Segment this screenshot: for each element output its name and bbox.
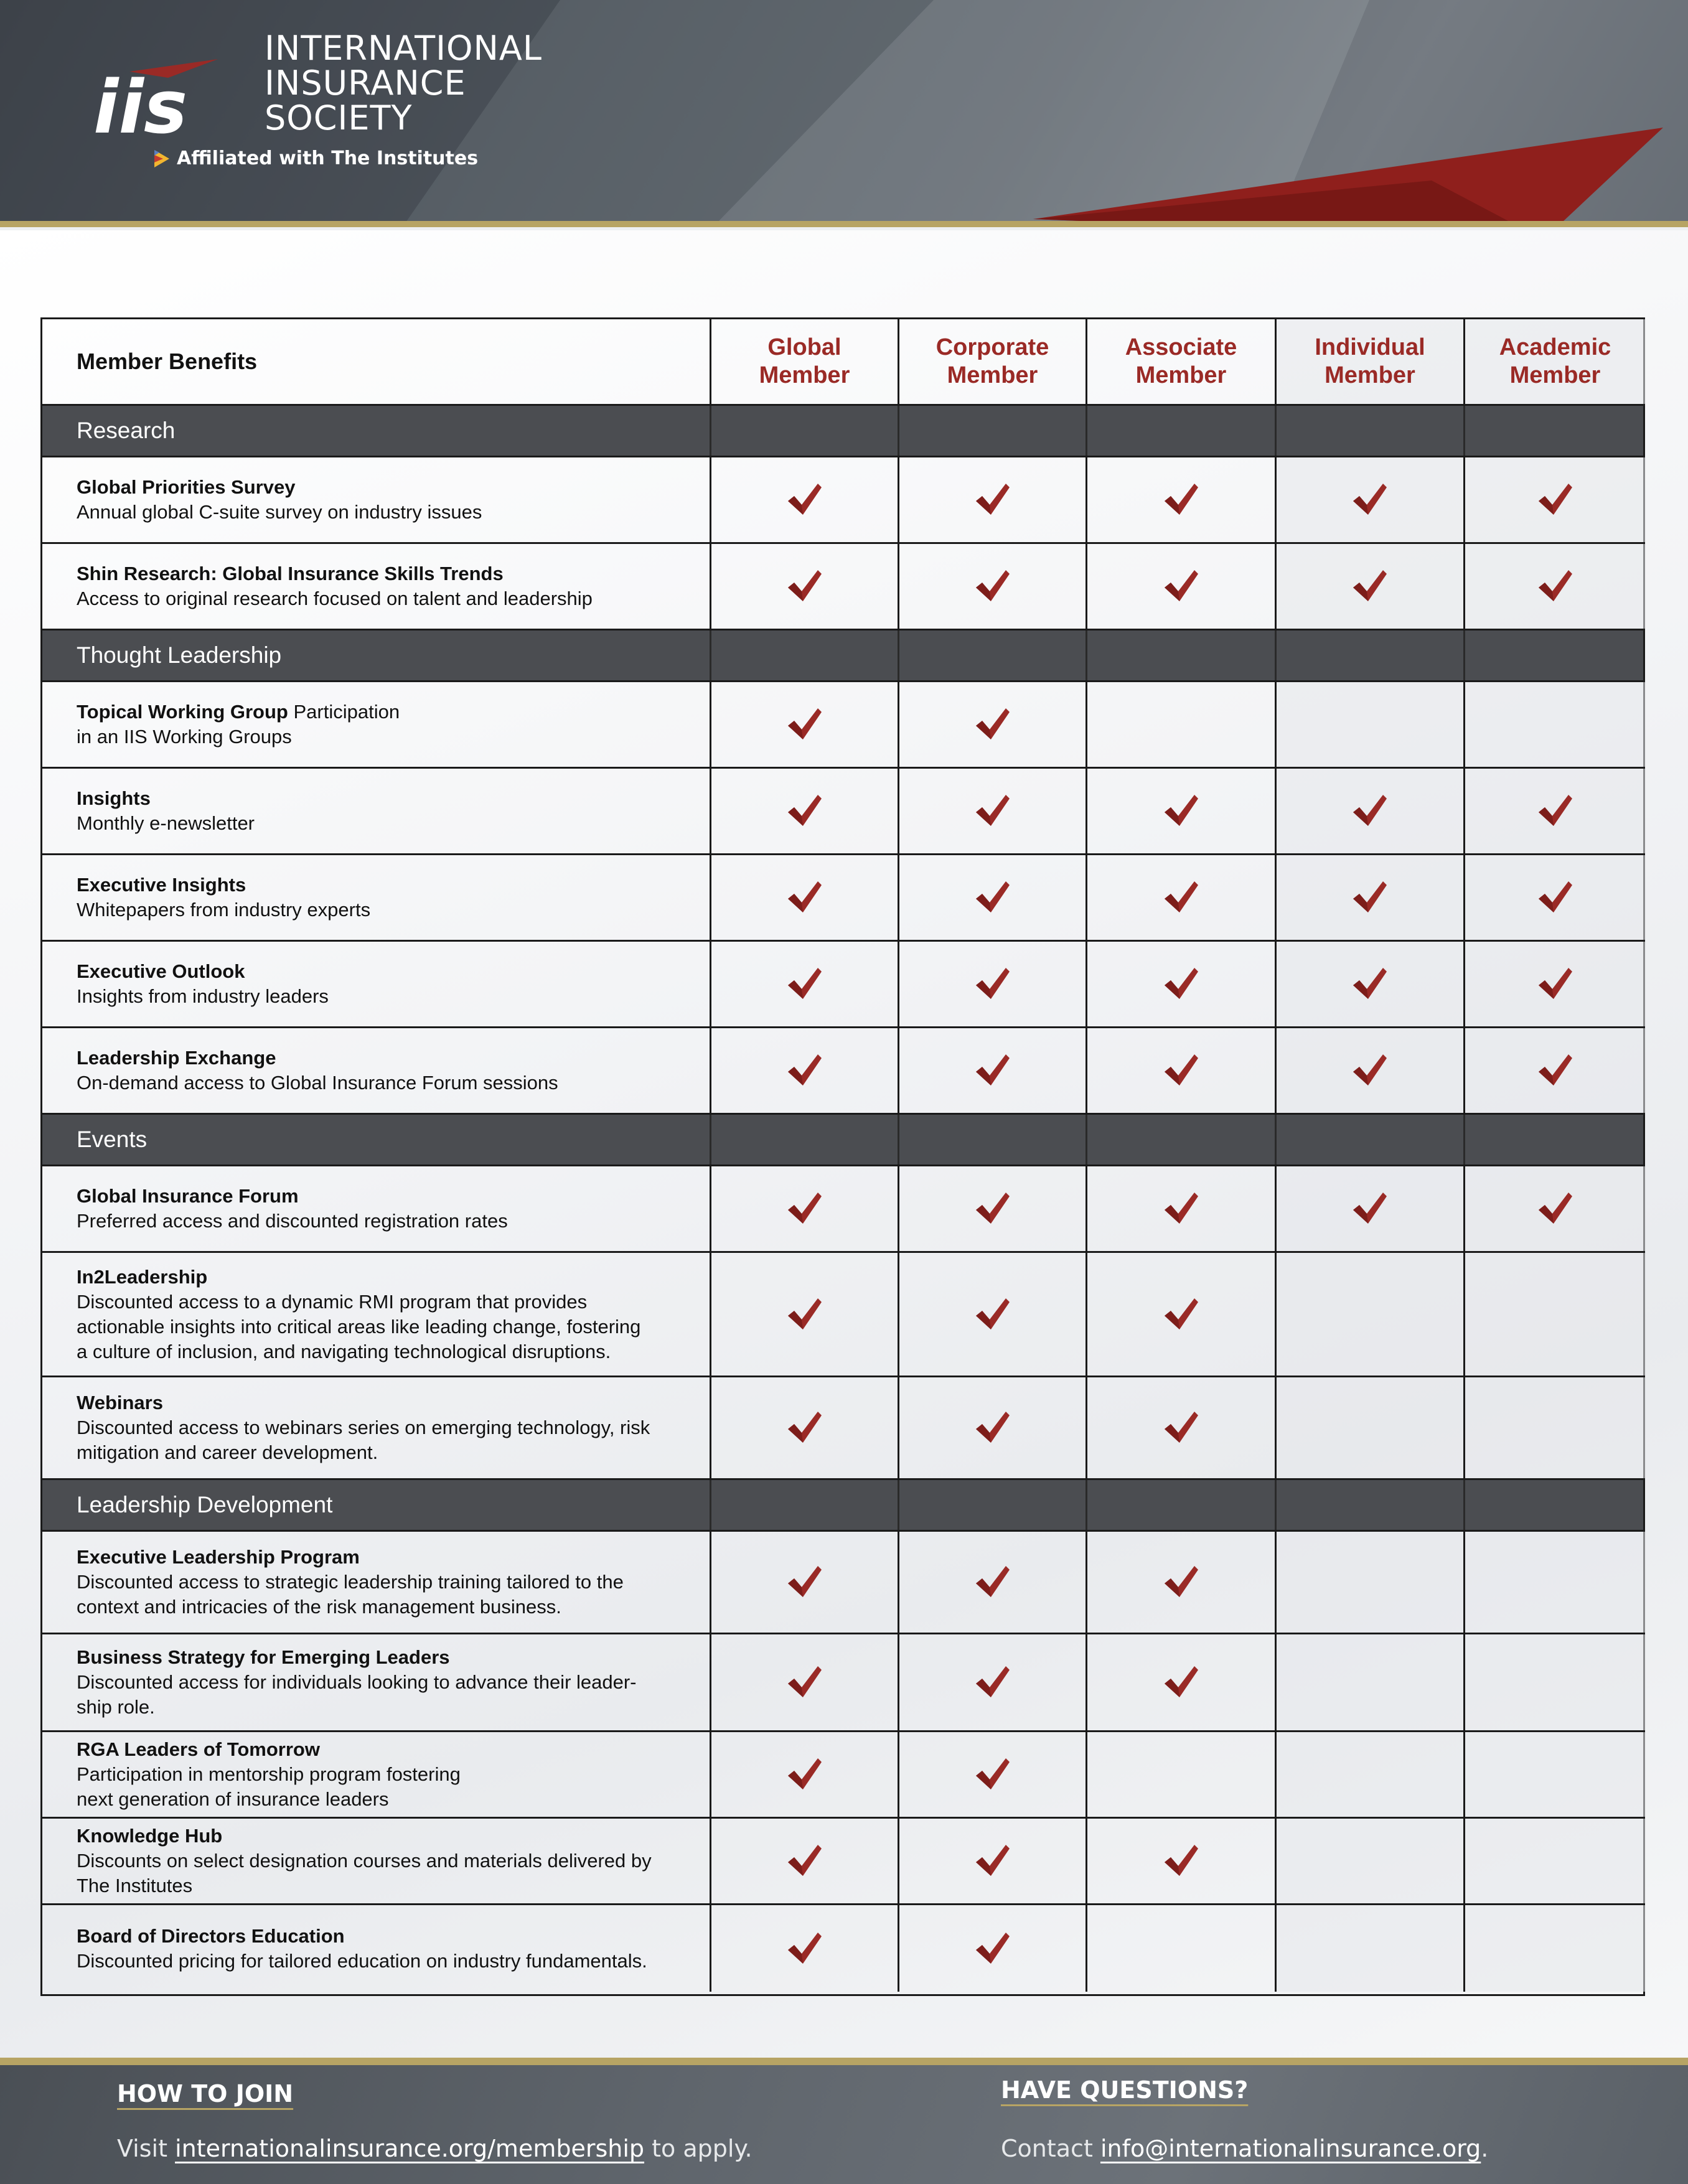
checkmark-icon — [1163, 1665, 1199, 1700]
checkmark-icon — [975, 1191, 1011, 1226]
benefit-title: Insights — [77, 787, 151, 809]
benefit-row — [42, 1532, 1643, 1634]
check-cell — [898, 855, 1085, 940]
checkmark-icon — [1163, 1844, 1199, 1878]
col-corporate-member — [898, 319, 1085, 404]
join-prefix: Visit — [117, 2135, 176, 2162]
checkmark-icon — [787, 1931, 823, 1966]
checkmark-icon — [975, 707, 1011, 742]
benefit-cell — [42, 1253, 710, 1376]
check-cell — [1085, 1905, 1275, 1992]
checkmark-icon — [787, 707, 823, 742]
section-cell — [1275, 630, 1463, 680]
join-suffix: to apply. — [644, 2135, 753, 2162]
benefit-row — [42, 1377, 1643, 1480]
checkmark-icon — [787, 482, 823, 517]
checkmark-icon — [975, 967, 1011, 1001]
section-cell — [1085, 630, 1275, 680]
check-cell — [1085, 1732, 1275, 1817]
check-cell — [710, 769, 898, 853]
checkmark-icon — [787, 1297, 823, 1332]
header-gold-divider — [0, 221, 1688, 227]
page-footer — [0, 2065, 1688, 2184]
section-cell — [1275, 1480, 1463, 1530]
checkmark-icon — [1163, 569, 1199, 604]
check-cell — [1085, 1634, 1275, 1730]
benefit-title: In2Leadership — [77, 1265, 208, 1288]
checkmark-icon — [1352, 482, 1388, 517]
iis-logo-icon — [93, 59, 224, 140]
check-cell — [710, 544, 898, 629]
check-cell — [1275, 1532, 1463, 1633]
checkmark-icon — [787, 967, 823, 1001]
checkmark-icon — [1163, 880, 1199, 915]
benefit-description: Whitepapers from industry experts — [77, 899, 371, 921]
check-cell — [1085, 682, 1275, 767]
check-cell — [710, 1532, 898, 1633]
benefit-description: Preferred access and discounted registration rates — [77, 1210, 508, 1232]
benefit-title: Executive Outlook — [77, 960, 245, 982]
benefit-row — [42, 855, 1643, 942]
benefit-row — [42, 1028, 1643, 1115]
check-cell — [1463, 1819, 1645, 1903]
benefit-cell — [42, 1028, 710, 1113]
benefit-cell — [42, 682, 710, 767]
check-cell — [1085, 855, 1275, 940]
check-cell — [1275, 942, 1463, 1026]
check-cell — [1463, 544, 1645, 629]
benefit-title: Shin Research: Global Insurance Skills Trends — [77, 563, 504, 584]
benefit-description: Discounted access to strategic leadership training tailored to the context and intricacies of the risk management business. — [77, 1571, 624, 1618]
section-cell — [898, 1480, 1085, 1530]
header-red-swoosh — [0, 0, 1688, 224]
check-cell — [898, 1634, 1085, 1730]
footer-gold-divider — [0, 2058, 1688, 2065]
section-cell — [1463, 630, 1645, 680]
benefit-description: Access to original research focused on talent and leadership — [77, 588, 593, 609]
checkmark-icon — [787, 1565, 823, 1600]
checkmark-icon — [1537, 967, 1573, 1001]
check-cell — [1085, 1028, 1275, 1113]
benefit-title: Global Priorities Survey — [77, 476, 296, 498]
benefit-description: Monthly e-newsletter — [77, 812, 255, 834]
checkmark-icon — [1163, 1410, 1199, 1445]
checkmark-icon — [975, 1844, 1011, 1878]
section-cell — [710, 406, 898, 456]
check-cell — [1275, 1253, 1463, 1376]
benefit-description: in an IIS Working Groups — [77, 726, 292, 748]
check-cell — [898, 1732, 1085, 1817]
have-questions-text — [1001, 2135, 1488, 2162]
benefit-description: On-demand access to Global Insurance Forum sessions — [77, 1072, 558, 1094]
section-cell — [1275, 1115, 1463, 1165]
check-cell — [898, 457, 1085, 542]
section-label: Leadership Development — [77, 1492, 333, 1517]
check-cell — [710, 1905, 898, 1992]
check-cell — [710, 1732, 898, 1817]
check-cell — [898, 942, 1085, 1026]
benefit-title: Webinars — [77, 1392, 163, 1413]
check-cell — [1275, 769, 1463, 853]
checkmark-icon — [1352, 880, 1388, 915]
check-cell — [1085, 1377, 1275, 1478]
benefit-cell — [42, 1532, 710, 1633]
col-individual-member-label: Individual Member — [1315, 334, 1425, 388]
benefit-row — [42, 942, 1643, 1028]
checkmark-icon — [975, 794, 1011, 828]
checkmark-icon — [787, 569, 823, 604]
checkmark-icon — [1163, 1297, 1199, 1332]
checkmark-icon — [1537, 482, 1573, 517]
check-cell — [1463, 1532, 1645, 1633]
col-global-member — [710, 319, 898, 404]
checkmark-icon — [1163, 794, 1199, 828]
benefit-row — [42, 1732, 1643, 1819]
section-cell — [710, 1480, 898, 1530]
how-to-join-text — [117, 2135, 753, 2162]
benefit-cell — [42, 1819, 710, 1903]
check-cell — [898, 682, 1085, 767]
benefit-title: Executive Leadership Program — [77, 1546, 360, 1568]
benefit-description: Insights from industry leaders — [77, 985, 329, 1007]
check-cell — [1463, 855, 1645, 940]
check-cell — [1085, 1166, 1275, 1251]
check-cell — [1275, 457, 1463, 542]
benefit-title: Board of Directors Education — [77, 1924, 345, 1947]
benefit-cell — [42, 457, 710, 542]
checkmark-icon — [975, 1053, 1011, 1088]
society-name-line2: INSURANCE — [265, 63, 466, 103]
page-header — [0, 0, 1688, 224]
benefit-cell — [42, 1634, 710, 1730]
benefit-cell — [42, 1377, 710, 1478]
col-associate-member — [1085, 319, 1275, 404]
col-global-member-label: Global Member — [759, 334, 850, 388]
checkmark-icon — [1352, 794, 1388, 828]
benefit-cell — [42, 544, 710, 629]
benefit-row — [42, 1905, 1643, 1992]
affiliation — [154, 148, 478, 169]
checkmark-icon — [1537, 794, 1573, 828]
benefit-description: Participation in mentorship program fostering next generation of insurance leaders — [77, 1763, 461, 1810]
checkmark-icon — [975, 1931, 1011, 1966]
check-cell — [898, 1377, 1085, 1478]
check-cell — [1463, 1634, 1645, 1730]
checkmark-icon — [787, 794, 823, 828]
benefit-title: Knowledge Hub — [77, 1825, 223, 1847]
society-name-line3: SOCIETY — [265, 98, 413, 138]
checkmark-icon — [1537, 880, 1573, 915]
benefit-description: Discounted access to webinars series on emerging technology, risk mitigation and career development. — [77, 1417, 650, 1463]
checkmark-icon — [1163, 1191, 1199, 1226]
check-cell — [1463, 682, 1645, 767]
contact-prefix: Contact — [1001, 2135, 1100, 2162]
check-cell — [1275, 1166, 1463, 1251]
check-cell — [1463, 942, 1645, 1026]
checkmark-icon — [975, 569, 1011, 604]
checkmark-icon — [1352, 569, 1388, 604]
check-cell — [1463, 1028, 1645, 1113]
section-label: Events — [77, 1127, 148, 1152]
checkmark-icon — [787, 1665, 823, 1700]
checkmark-icon — [975, 1757, 1011, 1792]
benefit-title: Leadership Exchange — [77, 1047, 276, 1069]
check-cell — [898, 1253, 1085, 1376]
section-cell — [898, 406, 1085, 456]
check-cell — [1463, 1166, 1645, 1251]
benefit-row — [42, 1166, 1643, 1253]
checkmark-icon — [1537, 1053, 1573, 1088]
section-cell — [710, 1115, 898, 1165]
check-cell — [1085, 1532, 1275, 1633]
benefit-title: Executive Insights — [77, 874, 246, 896]
member-benefits-table — [40, 317, 1645, 1996]
check-cell — [1275, 682, 1463, 767]
check-cell — [898, 1532, 1085, 1633]
how-to-join-title: HOW TO JOIN — [117, 2080, 294, 2107]
check-cell — [1275, 544, 1463, 629]
check-cell — [1085, 457, 1275, 542]
check-cell — [710, 855, 898, 940]
section-label: Thought Leadership — [77, 642, 282, 668]
checkmark-icon — [1352, 967, 1388, 1001]
society-name-line1: INTERNATIONAL — [265, 29, 542, 68]
checkmark-icon — [1537, 1191, 1573, 1226]
check-cell — [1275, 1819, 1463, 1903]
section-row — [42, 1480, 1643, 1532]
contact-email-link[interactable]: info@internationalinsurance.org — [1100, 2135, 1481, 2162]
institutes-icon — [154, 150, 171, 167]
check-cell — [898, 769, 1085, 853]
check-cell — [1085, 1819, 1275, 1903]
benefit-row — [42, 1634, 1643, 1732]
benefit-title: Business Strategy for Emerging Leaders — [77, 1646, 450, 1668]
benefit-cell — [42, 769, 710, 853]
checkmark-icon — [1163, 1565, 1199, 1600]
benefit-description: Annual global C-suite survey on industry issues — [77, 501, 482, 523]
check-cell — [898, 1905, 1085, 1992]
benefit-description: Discounts on select designation courses and materials delivered by The Institutes — [77, 1850, 652, 1896]
checkmark-icon — [787, 1844, 823, 1878]
benefit-cell — [42, 1905, 710, 1992]
checkmark-icon — [787, 880, 823, 915]
check-cell — [1463, 769, 1645, 853]
check-cell — [1275, 855, 1463, 940]
member-benefits-header: Member Benefits — [77, 349, 258, 374]
benefit-description: Discounted access to a dynamic RMI program that provides actionable insights into critical areas like leading change, fostering a culture of inclusion, and navigating technological disruptions. — [77, 1290, 641, 1362]
check-cell — [1085, 769, 1275, 853]
check-cell — [1463, 1377, 1645, 1478]
checkmark-icon — [975, 1565, 1011, 1600]
checkmark-icon — [1163, 1053, 1199, 1088]
section-cell — [1275, 406, 1463, 456]
table-header-row — [42, 319, 1643, 406]
check-cell — [1085, 544, 1275, 629]
benefit-title: Global Insurance Forum — [77, 1185, 299, 1207]
section-cell — [1085, 406, 1275, 456]
checkmark-icon — [1352, 1191, 1388, 1226]
check-cell — [1275, 1377, 1463, 1478]
check-cell — [1463, 1905, 1645, 1992]
col-academic-member — [1463, 319, 1645, 404]
check-cell — [898, 1166, 1085, 1251]
membership-link[interactable]: internationalinsurance.org/membership — [175, 2135, 645, 2162]
society-name — [265, 31, 542, 136]
col-corporate-member-label: Corporate Member — [935, 334, 1049, 388]
checkmark-icon — [1537, 569, 1573, 604]
check-cell — [1463, 1732, 1645, 1817]
check-cell — [710, 1253, 898, 1376]
benefit-cell — [42, 1166, 710, 1251]
col-academic-member-label: Academic Member — [1499, 334, 1611, 388]
check-cell — [710, 1166, 898, 1251]
section-cell — [898, 630, 1085, 680]
check-cell — [898, 1819, 1085, 1903]
checkmark-icon — [787, 1053, 823, 1088]
check-cell — [710, 682, 898, 767]
check-cell — [710, 942, 898, 1026]
section-label: Research — [77, 418, 176, 443]
benefit-cell — [42, 942, 710, 1026]
section-cell — [1463, 1115, 1645, 1165]
benefit-title: RGA Leaders of Tomorrow — [77, 1738, 320, 1760]
section-cell — [1085, 1480, 1275, 1530]
benefit-title-suffix: Participation — [288, 701, 400, 723]
check-cell — [898, 1028, 1085, 1113]
section-cell — [898, 1115, 1085, 1165]
benefit-row — [42, 457, 1643, 544]
benefit-cell — [42, 855, 710, 940]
checkmark-icon — [975, 482, 1011, 517]
logo-letters: iis — [93, 64, 188, 140]
check-cell — [898, 544, 1085, 629]
checkmark-icon — [975, 1297, 1011, 1332]
checkmark-icon — [1163, 482, 1199, 517]
benefit-row — [42, 544, 1643, 630]
check-cell — [710, 1377, 898, 1478]
section-cell — [1085, 1115, 1275, 1165]
checkmark-icon — [975, 880, 1011, 915]
section-row — [42, 1115, 1643, 1166]
check-cell — [710, 457, 898, 542]
checkmark-icon — [787, 1191, 823, 1226]
check-cell — [710, 1634, 898, 1730]
benefit-row — [42, 769, 1643, 855]
check-cell — [710, 1819, 898, 1903]
benefit-row — [42, 1819, 1643, 1905]
benefit-title: Topical Working Group — [77, 701, 288, 723]
affiliation-text: Affiliated with The Institutes — [177, 148, 479, 169]
section-row — [42, 406, 1643, 457]
check-cell — [710, 1028, 898, 1113]
section-cell — [710, 630, 898, 680]
check-cell — [1463, 1253, 1645, 1376]
check-cell — [1275, 1732, 1463, 1817]
benefit-row — [42, 1253, 1643, 1377]
col-associate-member-label: Associate Member — [1125, 334, 1237, 388]
section-cell — [1463, 1480, 1645, 1530]
check-cell — [1085, 1253, 1275, 1376]
checkmark-icon — [1352, 1053, 1388, 1088]
checkmark-icon — [787, 1410, 823, 1445]
checkmark-icon — [787, 1757, 823, 1792]
check-cell — [1463, 457, 1645, 542]
section-row — [42, 630, 1643, 682]
check-cell — [1275, 1634, 1463, 1730]
checkmark-icon — [975, 1665, 1011, 1700]
check-cell — [1085, 942, 1275, 1026]
check-cell — [1275, 1028, 1463, 1113]
checkmark-icon — [975, 1410, 1011, 1445]
col-individual-member — [1275, 319, 1463, 404]
contact-suffix: . — [1481, 2135, 1489, 2162]
section-cell — [1463, 406, 1645, 456]
checkmark-icon — [1163, 967, 1199, 1001]
have-questions-title: HAVE QUESTIONS? — [1001, 2076, 1249, 2104]
benefit-row — [42, 682, 1643, 769]
benefit-cell — [42, 1732, 710, 1817]
benefit-description: Discounted pricing for tailored education on industry fundamentals. — [77, 1949, 647, 1972]
check-cell — [1275, 1905, 1463, 1992]
benefit-description: Discounted access for individuals looking to advance their leader- ship role. — [77, 1671, 637, 1718]
